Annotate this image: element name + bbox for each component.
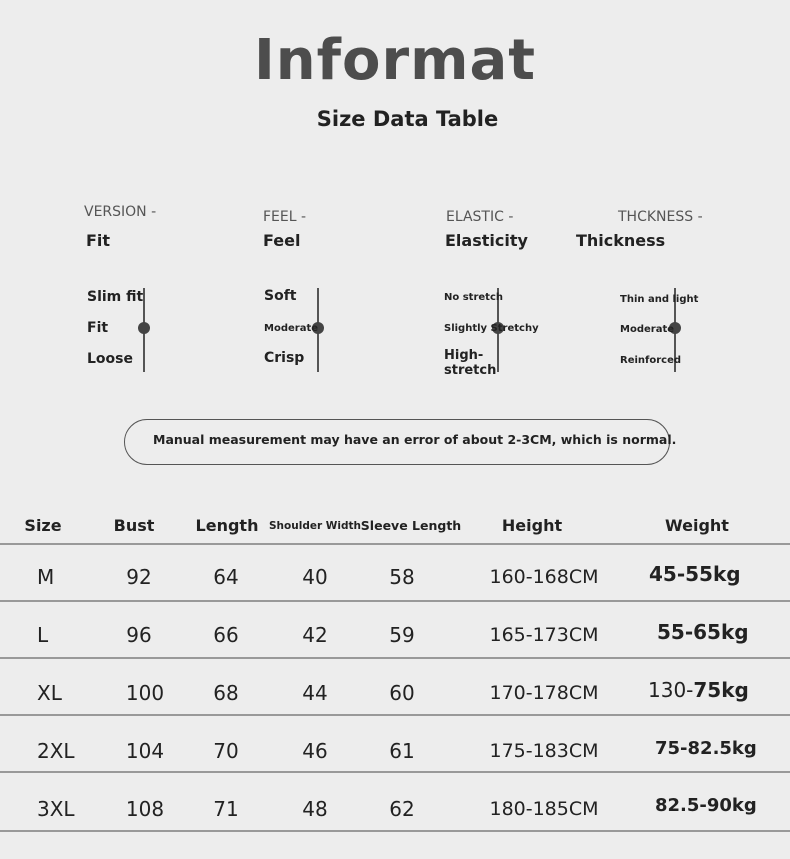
attr-name-fit: Fit	[86, 231, 111, 250]
cell-length: 68	[213, 681, 239, 705]
attr-head-thickness: THCKNESS -	[618, 209, 703, 225]
cell-bust: 104	[125, 739, 165, 763]
col-header-weight: Weight	[665, 516, 729, 535]
cell-height: 175-183CM	[489, 740, 599, 762]
page-title: Informat	[253, 28, 537, 93]
cell-sleeve: 62	[389, 797, 415, 821]
thickness-option-moderate: Moderate	[620, 324, 675, 335]
attr-name-thickness: Thickness	[576, 231, 666, 250]
cell-weight: 55-65kg	[657, 620, 749, 644]
table-rule	[0, 657, 790, 659]
cell-length: 71	[213, 797, 239, 821]
cell-shoulder: 46	[302, 739, 328, 763]
table-rule	[0, 771, 790, 773]
cell-length: 70	[213, 739, 239, 763]
cell-bust: 100	[125, 681, 165, 705]
cell-size: 2XL	[37, 739, 75, 763]
col-header-length: Length	[195, 516, 259, 535]
cell-size: L	[37, 623, 49, 647]
elastic-option-high-stretch	[444, 348, 496, 378]
cell-size: M	[37, 565, 55, 589]
cell-height: 170-178CM	[489, 682, 599, 704]
measurement-note-text: Manual measurement may have an error of about 2-3CM, which is normal.	[153, 432, 677, 447]
cell-shoulder: 40	[302, 565, 328, 589]
page-subtitle: Size Data Table	[316, 107, 499, 131]
cell-sleeve: 59	[389, 623, 415, 647]
fit-scale-marker	[138, 322, 150, 334]
attr-head-version: VERSION -	[84, 204, 157, 220]
feel-option-soft: Soft	[264, 288, 297, 304]
attr-head-feel: FEEL -	[263, 209, 307, 225]
cell-bust: 96	[126, 623, 152, 647]
cell-height: 165-173CM	[489, 624, 599, 646]
thickness-option-thin: Thin and light	[620, 294, 699, 305]
cell-size: 3XL	[37, 797, 75, 821]
feel-option-moderate: Moderate	[264, 323, 319, 334]
table-rule	[0, 830, 790, 832]
fit-option-fit: Fit	[87, 320, 109, 336]
cell-sleeve: 61	[389, 739, 415, 763]
cell-weight	[648, 678, 749, 702]
fit-option-slim: Slim fit	[87, 289, 144, 305]
cell-shoulder: 48	[302, 797, 328, 821]
col-header-size: Size	[24, 516, 62, 535]
col-header-shoulder-width: Shoulder Width	[269, 520, 361, 532]
cell-sleeve: 60	[389, 681, 415, 705]
attr-name-elasticity: Elasticity	[445, 231, 528, 250]
col-header-height: Height	[501, 516, 563, 535]
elastic-option-stretch-line: stretch	[444, 363, 497, 378]
table-rule	[0, 543, 790, 545]
cell-weight: 45-55kg	[649, 562, 741, 586]
cell-sleeve: 58	[389, 565, 415, 589]
attr-name-feel: Feel	[263, 231, 301, 250]
cell-size: XL	[37, 681, 62, 705]
elastic-option-high-line: High-	[444, 348, 484, 363]
col-header-sleeve-length: Sleeve Length	[360, 518, 462, 533]
cell-bust: 108	[125, 797, 165, 821]
fit-option-loose: Loose	[87, 351, 133, 367]
table-rule	[0, 714, 790, 716]
cell-height: 180-185CM	[489, 798, 599, 820]
cell-bust: 92	[126, 565, 152, 589]
thickness-option-reinforced: Reinforced	[620, 355, 682, 366]
elastic-option-no-stretch: No stretch	[444, 292, 503, 303]
cell-weight-part: 75kg	[693, 678, 749, 702]
cell-weight: 75-82.5kg	[655, 738, 757, 759]
col-header-bust: Bust	[113, 516, 155, 535]
cell-weight: 82.5-90kg	[655, 795, 757, 816]
cell-height: 160-168CM	[489, 566, 599, 588]
cell-length: 64	[213, 565, 239, 589]
attr-head-elastic: ELASTIC -	[446, 209, 514, 225]
feel-option-crisp: Crisp	[264, 350, 305, 366]
cell-length: 66	[213, 623, 239, 647]
cell-shoulder: 44	[302, 681, 328, 705]
table-rule	[0, 600, 790, 602]
elastic-option-slightly-stretchy: Slightly Stretchy	[444, 323, 539, 334]
cell-shoulder: 42	[302, 623, 328, 647]
cell-weight-part: 130-	[648, 678, 694, 702]
